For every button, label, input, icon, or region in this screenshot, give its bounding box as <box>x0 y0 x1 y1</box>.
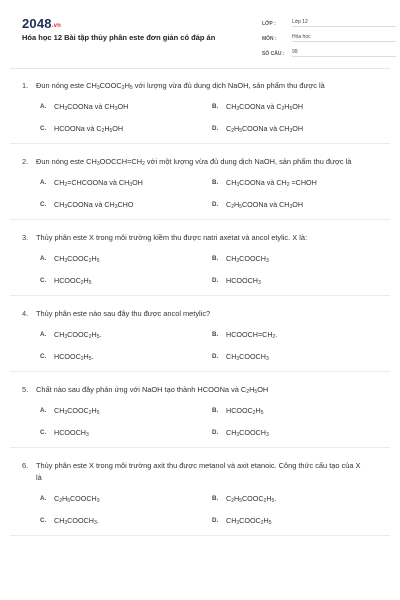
answer-option[interactable] <box>212 102 384 112</box>
option-letter: A. <box>40 407 47 414</box>
answer-options <box>10 494 390 526</box>
answer-option[interactable] <box>40 178 212 188</box>
question-stem <box>10 460 390 484</box>
meta-value: Hóa học <box>292 34 396 42</box>
option-text: $CH_3COOC_2H_5$ <box>54 254 100 264</box>
question-number: 4. <box>22 309 29 318</box>
option-letter: D. <box>212 201 219 208</box>
option-text: $CH_3COOCH_3$ <box>226 352 269 362</box>
meta-label: LỚP : <box>262 21 276 27</box>
question-text: Chất nào sau đây phản ứng với NaOH tạo thành HCOONa và $C_2H_5OH$ <box>36 385 269 395</box>
option-letter: B. <box>212 407 219 414</box>
option-text: $HCOOC_2H_5$ <box>54 276 92 286</box>
option-letter: A. <box>40 103 47 110</box>
option-letter: A. <box>40 255 47 262</box>
answer-option[interactable] <box>212 428 384 438</box>
option-text: $CH_3COOCH_3$ <box>226 254 269 264</box>
option-text: $CH_3COOC_2H_5$ <box>54 406 100 416</box>
meta-value: 99 <box>292 49 396 57</box>
option-letter: A. <box>40 331 47 338</box>
option-letter: C. <box>40 353 47 360</box>
meta-label: SỐ CÂU : <box>262 51 285 57</box>
option-text: $HCOOC_2H_5$. <box>54 352 94 362</box>
question-2 <box>10 156 390 220</box>
option-text: $HCOOCH_3$ <box>226 276 261 286</box>
question-stem <box>10 156 390 168</box>
option-letter: D. <box>212 277 219 284</box>
question-text: Đun nóng este $CH_3OOCCH=CH_2$ với một lượng vừa đủ dung dịch NaOH, sản phẩm thu được là <box>36 157 352 167</box>
question-stem <box>10 384 390 396</box>
option-letter: B. <box>212 179 219 186</box>
question-6 <box>10 460 390 536</box>
answer-option[interactable] <box>212 516 384 526</box>
question-1 <box>10 80 390 144</box>
option-letter: A. <box>40 179 47 186</box>
option-letter: A. <box>40 495 47 502</box>
site-logo[interactable] <box>22 16 61 31</box>
option-text: $C_2H_5COONa$ và $CH_3OH$ <box>226 124 304 134</box>
answer-option[interactable] <box>212 406 384 416</box>
question-3 <box>10 232 390 296</box>
answer-option[interactable] <box>212 254 384 264</box>
answer-option[interactable] <box>40 516 212 526</box>
question-number: 5. <box>22 385 29 394</box>
answer-option[interactable] <box>212 330 384 340</box>
answer-option[interactable] <box>212 200 384 210</box>
option-text: $HCOOCH=CH_2$. <box>226 330 278 340</box>
meta-row-count <box>262 46 396 57</box>
question-list <box>10 80 390 548</box>
document-meta <box>262 16 396 61</box>
document-title: Hóa học 12 Bài tập thủy phân este đơn giản có đáp án <box>22 33 216 42</box>
option-letter: B. <box>212 331 219 338</box>
option-text: $C_2H_5COONa$ và $CH_3OH$ <box>226 200 304 210</box>
option-text: $C_2H_5COOC_2H_5$. <box>226 494 277 504</box>
answer-option[interactable] <box>40 330 212 340</box>
answer-option[interactable] <box>40 200 212 210</box>
answer-option[interactable] <box>212 178 384 188</box>
answer-options <box>10 330 390 362</box>
logo-main: 2048 <box>22 16 52 31</box>
answer-option[interactable] <box>40 494 212 504</box>
answer-option[interactable] <box>212 276 384 286</box>
meta-row-subject <box>262 31 396 42</box>
option-text: $CH_3COONa$ và $CH_3OH$ <box>54 102 129 112</box>
question-text: Thủy phân este nào sau đây thu được ancol metylic? <box>36 309 211 318</box>
option-letter: D. <box>212 353 219 360</box>
answer-option[interactable] <box>40 428 212 438</box>
answer-option[interactable] <box>40 352 212 362</box>
answer-option[interactable] <box>212 494 384 504</box>
option-text: HCOONa và $C_2H_5OH$ <box>54 124 124 134</box>
option-letter: D. <box>212 429 219 436</box>
option-text: $CH_3COOCH_3$ <box>226 428 269 438</box>
answer-options <box>10 178 390 210</box>
question-number: 6. <box>22 461 29 470</box>
answer-option[interactable] <box>40 254 212 264</box>
answer-options <box>10 102 390 134</box>
answer-option[interactable] <box>212 124 384 134</box>
option-letter: C. <box>40 125 47 132</box>
question-number: 2. <box>22 157 29 166</box>
option-letter: C. <box>40 517 47 524</box>
page-header <box>10 0 390 69</box>
option-letter: D. <box>212 125 219 132</box>
answer-option[interactable] <box>40 124 212 134</box>
question-number: 1. <box>22 81 29 90</box>
option-letter: C. <box>40 277 47 284</box>
question-stem <box>10 80 390 92</box>
option-letter: B. <box>212 495 219 502</box>
question-text: Đun nóng este $CH_3COOC_2H_5$ với lượng vừa đủ dung dịch NaOH, sản phẩm thu được là <box>36 81 325 91</box>
meta-label: MÔN : <box>262 36 277 42</box>
option-text: $CH_3COONa$ và $CH_3CHO$ <box>54 200 134 210</box>
meta-row-class <box>262 16 396 27</box>
option-text: $CH_3COONa$ và $C_2H_5OH$ <box>226 102 304 112</box>
option-text: $CH_3COONa$ và $CH_2$ =CHOH <box>226 178 317 188</box>
option-letter: B. <box>212 103 219 110</box>
option-letter: B. <box>212 255 219 262</box>
question-text: Thủy phân este X trong môi trường axit thu được metanol và axit etanoic. Công thức cấu tạo của X là <box>36 461 361 482</box>
option-letter: C. <box>40 201 47 208</box>
logo-suffix: .vn <box>51 23 62 29</box>
answer-options <box>10 406 390 438</box>
option-text: $CH_3COOC_2H_5$ <box>226 516 272 526</box>
question-5 <box>10 384 390 448</box>
option-text: $CH_2=CHCOONa$ và $CH_3OH$ <box>54 178 143 188</box>
answer-options <box>10 254 390 286</box>
question-number: 3. <box>22 233 29 242</box>
answer-option[interactable] <box>40 406 212 416</box>
option-text: $C_2H_5COOCH_3$ <box>54 494 100 504</box>
option-letter: C. <box>40 429 47 436</box>
question-text: Thủy phân este X trong môi trường kiềm thu được natri axetat và ancol etylic. X là: <box>36 233 307 242</box>
answer-option[interactable] <box>212 352 384 362</box>
question-stem <box>10 308 390 320</box>
answer-option[interactable] <box>40 276 212 286</box>
meta-value: Lớp 12 <box>292 19 396 27</box>
question-stem <box>10 232 390 244</box>
option-text: $HCOOC_2H_5$ <box>226 406 264 416</box>
question-4 <box>10 308 390 372</box>
answer-option[interactable] <box>40 102 212 112</box>
option-text: $CH_3COOCH_3$. <box>54 516 99 526</box>
option-letter: D. <box>212 517 219 524</box>
option-text: $CH_3COOC_2H_5$. <box>54 330 102 340</box>
option-text: $HCOOCH_3$ <box>54 428 89 438</box>
